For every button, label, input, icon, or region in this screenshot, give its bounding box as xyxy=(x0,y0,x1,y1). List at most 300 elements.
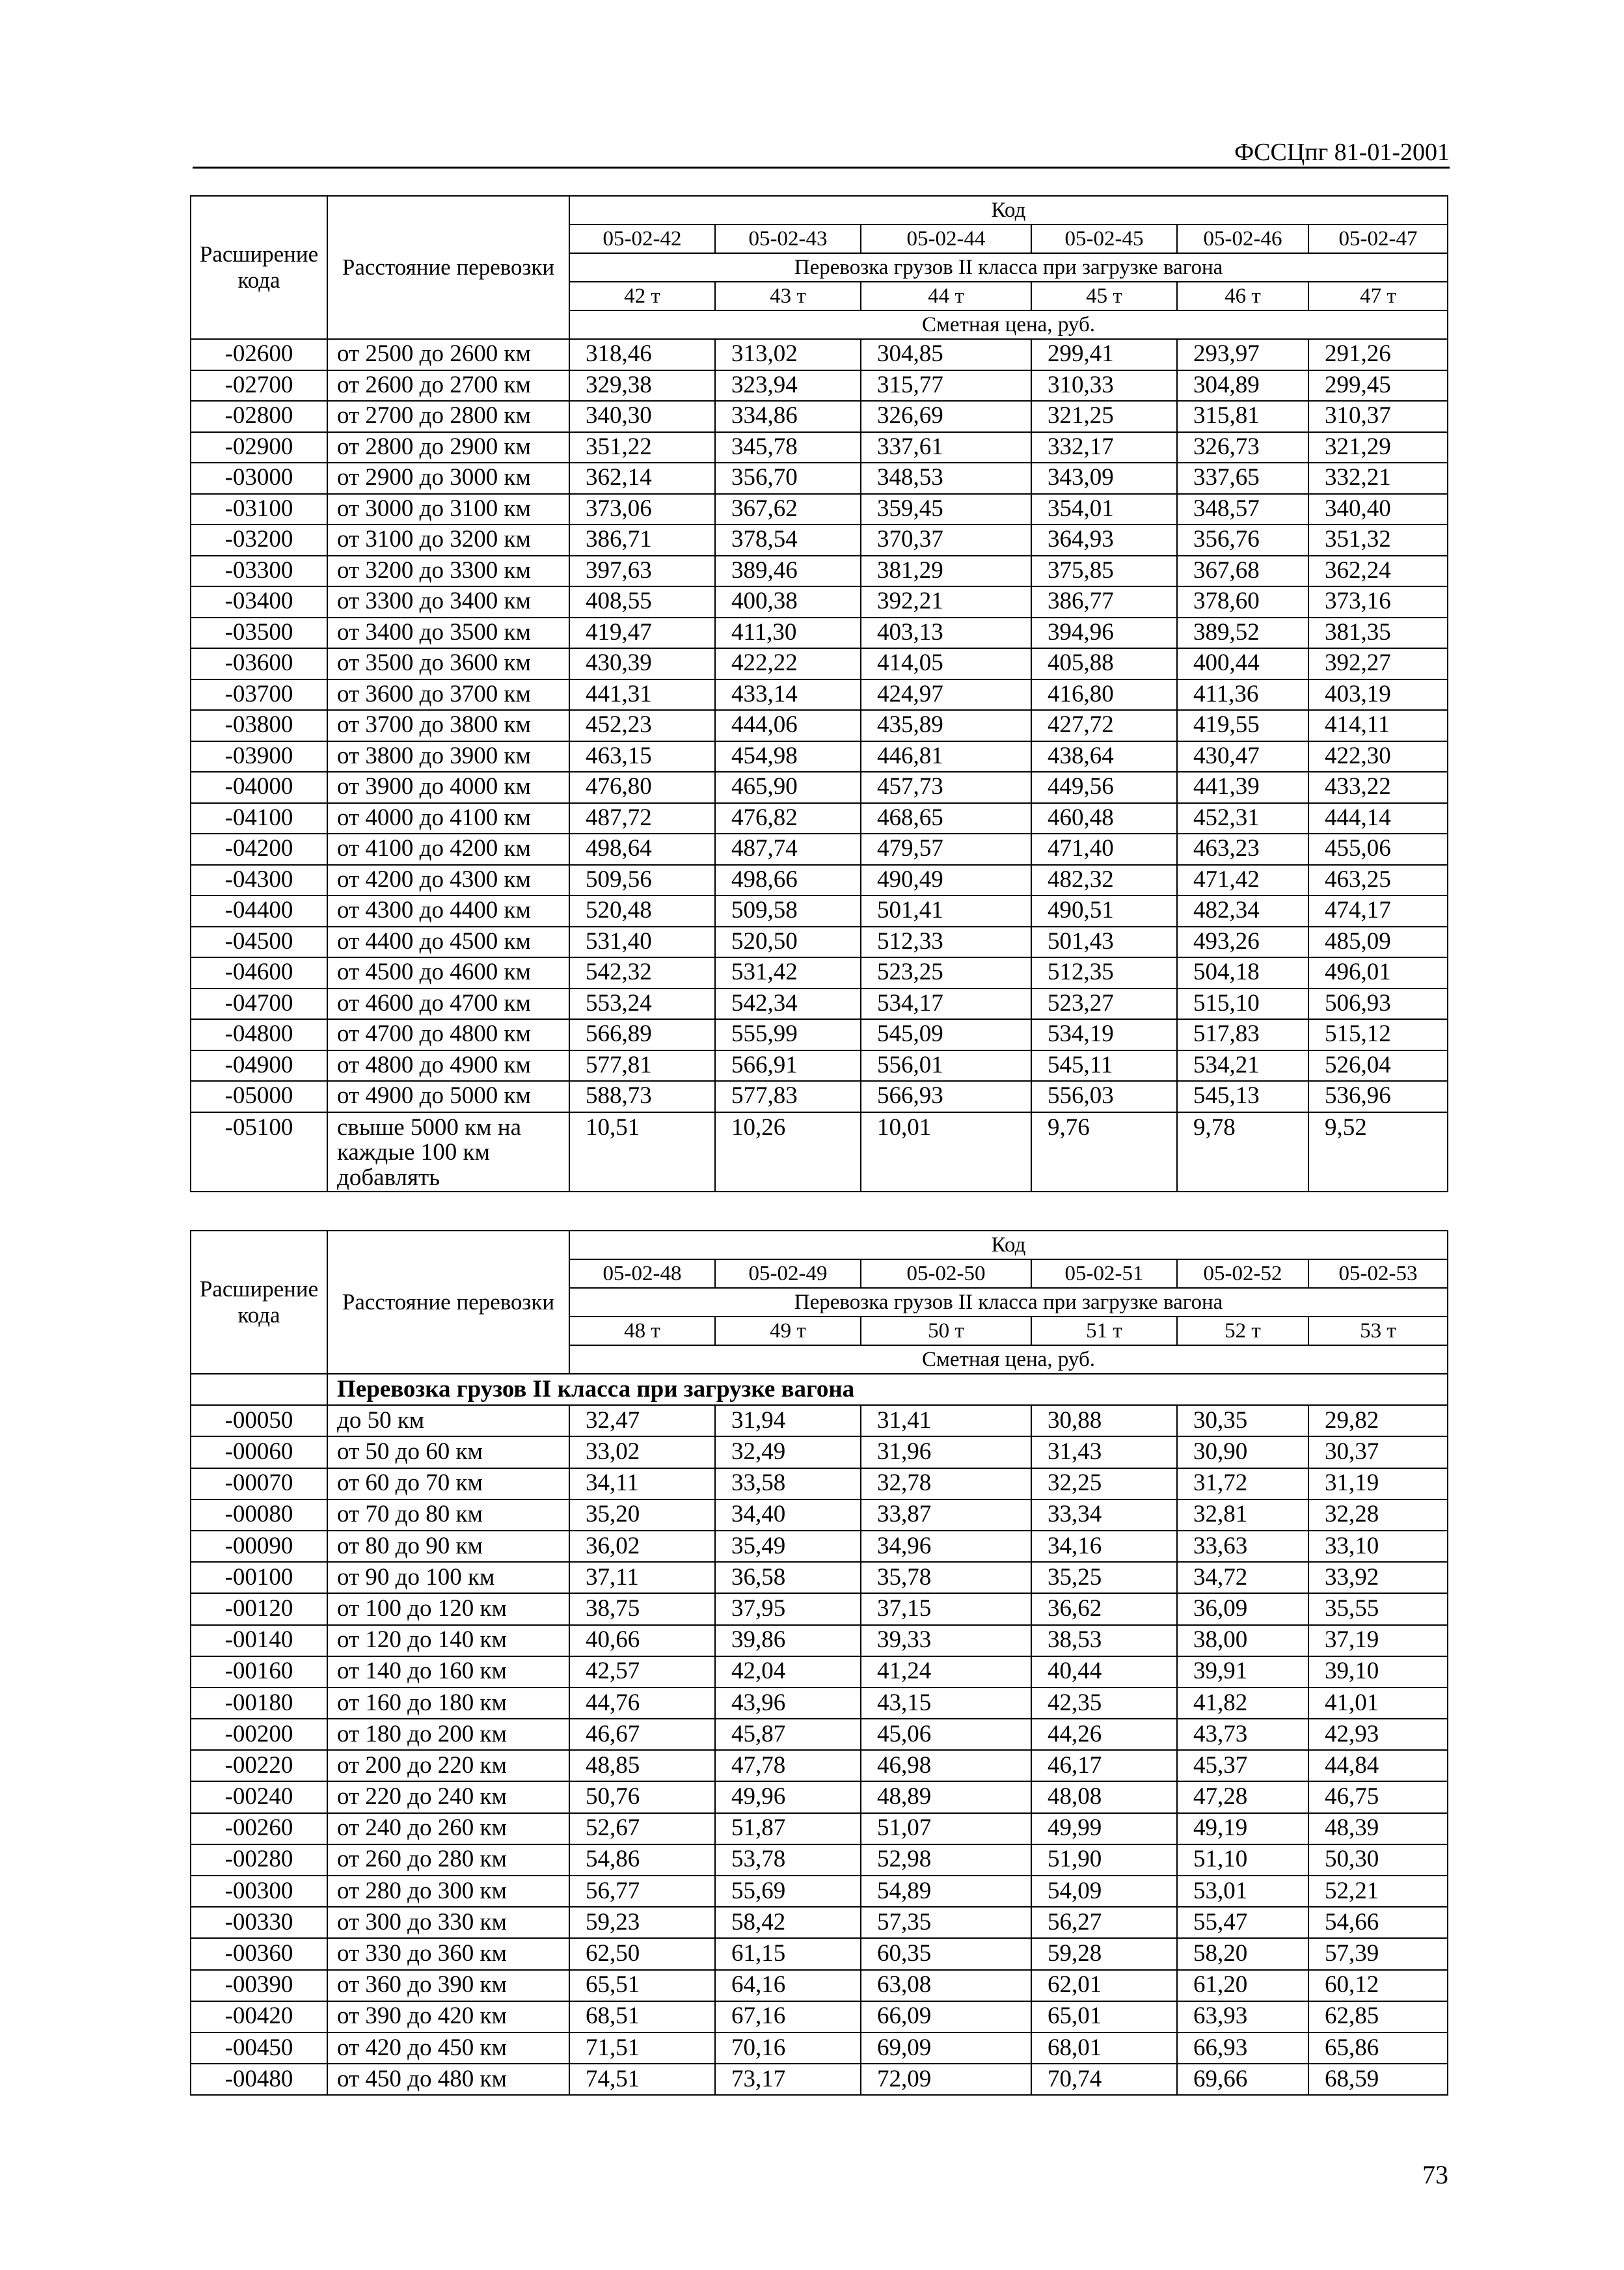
price-cell: 63,08 xyxy=(861,1970,1031,2001)
price-cell: 340,30 xyxy=(569,401,715,432)
distance-cell: от 3700 до 3800 км xyxy=(327,710,569,741)
price-cell: 454,98 xyxy=(715,741,861,773)
code-cell: -00160 xyxy=(191,1656,327,1688)
price-cell: 441,31 xyxy=(569,679,715,711)
price-cell: 70,16 xyxy=(715,2032,861,2064)
price-cell: 501,43 xyxy=(1031,927,1177,958)
transport-header: Перевозка грузов II класса при загрузке вагона xyxy=(569,1288,1448,1317)
price-cell: 41,24 xyxy=(861,1656,1031,1688)
price-cell: 31,94 xyxy=(715,1405,861,1436)
code-cell: -03400 xyxy=(191,586,327,618)
price-cell: 32,25 xyxy=(1031,1468,1177,1499)
code-cell: -04700 xyxy=(191,989,327,1020)
code-cell: -00140 xyxy=(191,1625,327,1656)
code-header: 05-02-48 xyxy=(569,1259,715,1288)
price-cell: 34,96 xyxy=(861,1531,1031,1562)
price-cell: 44,76 xyxy=(569,1688,715,1719)
price-cell: 54,66 xyxy=(1308,1907,1448,1938)
price-cell: 490,51 xyxy=(1031,896,1177,927)
price-cell: 479,57 xyxy=(861,834,1031,865)
price-cell: 310,37 xyxy=(1308,401,1448,432)
price-cell: 31,43 xyxy=(1031,1436,1177,1468)
price-cell: 441,39 xyxy=(1177,772,1308,803)
price-cell: 35,78 xyxy=(861,1562,1031,1593)
code-cell: -03900 xyxy=(191,741,327,773)
distance-cell: от 80 до 90 км xyxy=(327,1531,569,1562)
price-cell: 68,01 xyxy=(1031,2032,1177,2064)
price-cell: 430,39 xyxy=(569,648,715,679)
price-cell: 457,73 xyxy=(861,772,1031,803)
distance-cell: от 70 до 80 км xyxy=(327,1499,569,1531)
price-cell: 9,78 xyxy=(1177,1112,1308,1192)
price-cell: 299,41 xyxy=(1031,339,1177,370)
price-cell: 32,28 xyxy=(1308,1499,1448,1531)
price-cell: 68,59 xyxy=(1308,2064,1448,2095)
price-cell: 430,47 xyxy=(1177,741,1308,773)
price-cell: 51,90 xyxy=(1031,1844,1177,1876)
price-cell: 61,20 xyxy=(1177,1970,1308,2001)
table-row xyxy=(191,1688,1448,1719)
code-cell: -04600 xyxy=(191,957,327,989)
price-cell: 64,16 xyxy=(715,1970,861,2001)
price-cell: 42,93 xyxy=(1308,1719,1448,1750)
table-row xyxy=(191,370,1448,402)
price-cell: 523,25 xyxy=(861,957,1031,989)
price-cell: 33,58 xyxy=(715,1468,861,1499)
table-row xyxy=(191,1081,1448,1112)
table-row xyxy=(191,957,1448,989)
table-row xyxy=(191,772,1448,803)
table-row xyxy=(191,648,1448,679)
price-cell: 66,93 xyxy=(1177,2032,1308,2064)
price-cell: 408,55 xyxy=(569,586,715,618)
table-row xyxy=(191,339,1448,370)
code-header: 05-02-45 xyxy=(1031,225,1177,253)
price-cell: 58,20 xyxy=(1177,1938,1308,1969)
code-header: 05-02-47 xyxy=(1308,225,1448,253)
header-rule xyxy=(193,167,1450,169)
price-cell: 433,22 xyxy=(1308,772,1448,803)
code-cell: -04200 xyxy=(191,834,327,865)
price-cell: 42,35 xyxy=(1031,1688,1177,1719)
price-cell: 566,93 xyxy=(861,1081,1031,1112)
price-cell: 476,82 xyxy=(715,803,861,834)
price-cell: 10,26 xyxy=(715,1112,861,1192)
distance-cell: от 140 до 160 км xyxy=(327,1656,569,1688)
table-row xyxy=(191,618,1448,649)
table-row xyxy=(191,1719,1448,1750)
table-row xyxy=(191,1844,1448,1876)
table-row xyxy=(191,401,1448,432)
price-cell: 34,40 xyxy=(715,1499,861,1531)
price-cell: 46,75 xyxy=(1308,1781,1448,1812)
table-row xyxy=(191,1405,1448,1436)
price-cell: 515,12 xyxy=(1308,1019,1448,1050)
price-cell: 38,53 xyxy=(1031,1625,1177,1656)
price-cell: 49,96 xyxy=(715,1781,861,1812)
price-cell: 389,46 xyxy=(715,556,861,587)
price-cell: 468,65 xyxy=(861,803,1031,834)
price-cell: 50,30 xyxy=(1308,1844,1448,1876)
price-cell: 38,00 xyxy=(1177,1625,1308,1656)
price-cell: 427,72 xyxy=(1031,710,1177,741)
load-header: 45 т xyxy=(1031,282,1177,310)
price-cell: 416,80 xyxy=(1031,679,1177,711)
price-cell: 44,84 xyxy=(1308,1750,1448,1781)
price-cell: 313,02 xyxy=(715,339,861,370)
price-cell: 30,37 xyxy=(1308,1436,1448,1468)
price-cell: 29,82 xyxy=(1308,1405,1448,1436)
distance-header: Расстояние перевозки xyxy=(327,1231,569,1374)
price-cell: 35,25 xyxy=(1031,1562,1177,1593)
distance-cell: от 2600 до 2700 км xyxy=(327,370,569,402)
distance-cell: от 3200 до 3300 км xyxy=(327,556,569,587)
distance-cell: от 330 до 360 км xyxy=(327,1938,569,1969)
distance-cell: от 4300 до 4400 км xyxy=(327,896,569,927)
distance-cell: от 180 до 200 км xyxy=(327,1719,569,1750)
price-cell: 50,76 xyxy=(569,1781,715,1812)
distance-cell: от 90 до 100 км xyxy=(327,1562,569,1593)
code-cell: -05000 xyxy=(191,1081,327,1112)
price-cell: 42,57 xyxy=(569,1656,715,1688)
price-cell: 465,90 xyxy=(715,772,861,803)
price-cell: 33,87 xyxy=(861,1499,1031,1531)
price-cell: 449,56 xyxy=(1031,772,1177,803)
price-cell: 326,69 xyxy=(861,401,1031,432)
price-cell: 474,17 xyxy=(1308,896,1448,927)
price-cell: 9,76 xyxy=(1031,1112,1177,1192)
table-row xyxy=(191,896,1448,927)
price-cell: 38,75 xyxy=(569,1593,715,1624)
price-cell: 490,49 xyxy=(861,865,1031,896)
code-cell: -05100 xyxy=(191,1112,327,1192)
distance-cell: от 4500 до 4600 км xyxy=(327,957,569,989)
table-row xyxy=(191,927,1448,958)
price-cell: 48,39 xyxy=(1308,1813,1448,1844)
price-cell: 46,17 xyxy=(1031,1750,1177,1781)
load-header: 53 т xyxy=(1308,1317,1448,1345)
price-cell: 509,56 xyxy=(569,865,715,896)
distance-cell: от 4600 до 4700 км xyxy=(327,989,569,1020)
table-row xyxy=(191,494,1448,525)
price-cell: 577,83 xyxy=(715,1081,861,1112)
price-cell: 30,88 xyxy=(1031,1405,1177,1436)
price-cell: 394,96 xyxy=(1031,618,1177,649)
price-cell: 60,12 xyxy=(1308,1970,1448,2001)
rate-table-1 xyxy=(190,195,1448,1192)
price-cell: 33,92 xyxy=(1308,1562,1448,1593)
code-cell: -02600 xyxy=(191,339,327,370)
price-cell: 69,09 xyxy=(861,2032,1031,2064)
code-cell: -00450 xyxy=(191,2032,327,2064)
code-cell: -00090 xyxy=(191,1531,327,1562)
load-header: 46 т xyxy=(1177,282,1308,310)
price-cell: 482,32 xyxy=(1031,865,1177,896)
code-cell: -00060 xyxy=(191,1436,327,1468)
price-cell: 37,95 xyxy=(715,1593,861,1624)
price-cell: 542,32 xyxy=(569,957,715,989)
table-row xyxy=(191,463,1448,494)
price-cell: 46,98 xyxy=(861,1750,1031,1781)
price-cell: 37,15 xyxy=(861,1593,1031,1624)
price-cell: 444,14 xyxy=(1308,803,1448,834)
code-cell: -04900 xyxy=(191,1050,327,1082)
price-cell: 32,47 xyxy=(569,1405,715,1436)
price-cell: 59,28 xyxy=(1031,1938,1177,1969)
table-row xyxy=(191,834,1448,865)
price-cell: 40,44 xyxy=(1031,1656,1177,1688)
code-cell: -00480 xyxy=(191,2064,327,2095)
table-row xyxy=(191,1970,1448,2001)
price-cell: 40,66 xyxy=(569,1625,715,1656)
price-cell: 364,93 xyxy=(1031,525,1177,556)
code-header: 05-02-52 xyxy=(1177,1259,1308,1288)
price-cell: 323,94 xyxy=(715,370,861,402)
price-cell: 471,40 xyxy=(1031,834,1177,865)
price-cell: 520,50 xyxy=(715,927,861,958)
price-cell: 332,17 xyxy=(1031,432,1177,463)
price-cell: 463,25 xyxy=(1308,865,1448,896)
price-cell: 65,86 xyxy=(1308,2032,1448,2064)
code-ext-header: Расширение кода xyxy=(191,1231,327,1374)
price-cell: 403,19 xyxy=(1308,679,1448,711)
code-header: 05-02-53 xyxy=(1308,1259,1448,1288)
price-cell: 51,87 xyxy=(715,1813,861,1844)
distance-cell: от 3000 до 3100 км xyxy=(327,494,569,525)
distance-cell: от 450 до 480 км xyxy=(327,2064,569,2095)
section-title: Перевозка грузов II класса при загрузке вагона xyxy=(327,1374,1448,1405)
distance-cell: от 420 до 450 км xyxy=(327,2032,569,2064)
code-cell: -00260 xyxy=(191,1813,327,1844)
price-cell: 70,74 xyxy=(1031,2064,1177,2095)
price-cell: 348,57 xyxy=(1177,494,1308,525)
price-cell: 39,10 xyxy=(1308,1656,1448,1688)
price-cell: 375,85 xyxy=(1031,556,1177,587)
table-row xyxy=(191,1499,1448,1531)
price-cell: 31,19 xyxy=(1308,1468,1448,1499)
price-header: Сметная цена, руб. xyxy=(569,310,1448,339)
price-cell: 35,55 xyxy=(1308,1593,1448,1624)
price-cell: 48,89 xyxy=(861,1781,1031,1812)
price-cell: 367,62 xyxy=(715,494,861,525)
price-cell: 68,51 xyxy=(569,2001,715,2032)
code-cell: -00300 xyxy=(191,1876,327,1907)
table-row xyxy=(191,1625,1448,1656)
price-header: Сметная цена, руб. xyxy=(569,1345,1448,1374)
price-cell: 48,85 xyxy=(569,1750,715,1781)
distance-cell: от 300 до 330 км xyxy=(327,1907,569,1938)
price-cell: 370,37 xyxy=(861,525,1031,556)
price-cell: 419,55 xyxy=(1177,710,1308,741)
table-row xyxy=(191,586,1448,618)
price-cell: 43,73 xyxy=(1177,1719,1308,1750)
code-cell: -00220 xyxy=(191,1750,327,1781)
distance-cell: от 2900 до 3000 км xyxy=(327,463,569,494)
price-cell: 66,09 xyxy=(861,2001,1031,2032)
price-cell: 61,15 xyxy=(715,1938,861,1969)
price-cell: 496,01 xyxy=(1308,957,1448,989)
price-cell: 32,81 xyxy=(1177,1499,1308,1531)
price-cell: 65,51 xyxy=(569,1970,715,2001)
price-cell: 482,34 xyxy=(1177,896,1308,927)
price-cell: 65,01 xyxy=(1031,2001,1177,2032)
table-row xyxy=(191,803,1448,834)
price-cell: 397,63 xyxy=(569,556,715,587)
price-cell: 30,35 xyxy=(1177,1405,1308,1436)
code-cell: -00330 xyxy=(191,1907,327,1938)
code-cell: -04100 xyxy=(191,803,327,834)
price-cell: 62,50 xyxy=(569,1938,715,1969)
distance-cell: от 200 до 220 км xyxy=(327,1750,569,1781)
table-row xyxy=(191,556,1448,587)
price-cell: 58,42 xyxy=(715,1907,861,1938)
price-cell: 74,51 xyxy=(569,2064,715,2095)
price-cell: 71,51 xyxy=(569,2032,715,2064)
code-cell: -03500 xyxy=(191,618,327,649)
price-cell: 55,69 xyxy=(715,1876,861,1907)
price-cell: 30,90 xyxy=(1177,1436,1308,1468)
price-cell: 577,81 xyxy=(569,1050,715,1082)
table-row xyxy=(191,2032,1448,2064)
price-cell: 446,81 xyxy=(861,741,1031,773)
price-cell: 419,47 xyxy=(569,618,715,649)
table-row xyxy=(191,1876,1448,1907)
price-cell: 487,74 xyxy=(715,834,861,865)
price-cell: 35,49 xyxy=(715,1531,861,1562)
price-cell: 485,09 xyxy=(1308,927,1448,958)
code-group-header: Код xyxy=(569,196,1448,225)
code-cell: -00360 xyxy=(191,1938,327,1969)
price-cell: 291,26 xyxy=(1308,339,1448,370)
price-cell: 534,21 xyxy=(1177,1050,1308,1082)
code-cell: -03300 xyxy=(191,556,327,587)
price-cell: 463,15 xyxy=(569,741,715,773)
document-code: ФССЦпг 81-01-2001 xyxy=(1234,139,1450,166)
price-cell: 340,40 xyxy=(1308,494,1448,525)
distance-cell: от 3300 до 3400 км xyxy=(327,586,569,618)
code-cell: -00420 xyxy=(191,2001,327,2032)
price-cell: 545,13 xyxy=(1177,1081,1308,1112)
distance-cell: от 100 до 120 км xyxy=(327,1593,569,1624)
price-cell: 498,66 xyxy=(715,865,861,896)
distance-cell: от 3800 до 3900 км xyxy=(327,741,569,773)
code-cell: -00100 xyxy=(191,1562,327,1593)
price-cell: 566,91 xyxy=(715,1050,861,1082)
table-row xyxy=(191,1593,1448,1624)
distance-cell: от 280 до 300 км xyxy=(327,1876,569,1907)
code-cell: -02800 xyxy=(191,401,327,432)
price-cell: 531,42 xyxy=(715,957,861,989)
table-row xyxy=(191,1112,1448,1192)
price-cell: 337,61 xyxy=(861,432,1031,463)
price-cell: 33,10 xyxy=(1308,1531,1448,1562)
table-row xyxy=(191,1750,1448,1781)
price-cell: 54,86 xyxy=(569,1844,715,1876)
price-cell: 523,27 xyxy=(1031,989,1177,1020)
price-cell: 354,01 xyxy=(1031,494,1177,525)
price-cell: 433,14 xyxy=(715,679,861,711)
price-cell: 31,96 xyxy=(861,1436,1031,1468)
code-cell: -04400 xyxy=(191,896,327,927)
price-cell: 36,09 xyxy=(1177,1593,1308,1624)
price-cell: 36,02 xyxy=(569,1531,715,1562)
price-cell: 57,35 xyxy=(861,1907,1031,1938)
table-row xyxy=(191,1656,1448,1688)
code-cell: -04500 xyxy=(191,927,327,958)
distance-cell: от 2800 до 2900 км xyxy=(327,432,569,463)
code-cell: -03000 xyxy=(191,463,327,494)
distance-cell: от 60 до 70 км xyxy=(327,1468,569,1499)
table-row xyxy=(191,525,1448,556)
code-header: 05-02-42 xyxy=(569,225,715,253)
code-cell: -00050 xyxy=(191,1405,327,1436)
price-cell: 72,09 xyxy=(861,2064,1031,2095)
price-cell: 32,49 xyxy=(715,1436,861,1468)
price-cell: 35,20 xyxy=(569,1499,715,1531)
distance-cell: от 4900 до 5000 км xyxy=(327,1081,569,1112)
price-cell: 31,72 xyxy=(1177,1468,1308,1499)
code-cell: -00240 xyxy=(191,1781,327,1812)
price-cell: 531,40 xyxy=(569,927,715,958)
price-cell: 435,89 xyxy=(861,710,1031,741)
distance-cell: до 50 км xyxy=(327,1405,569,1436)
distance-cell: от 3400 до 3500 км xyxy=(327,618,569,649)
table-row xyxy=(191,1813,1448,1844)
price-cell: 588,73 xyxy=(569,1081,715,1112)
distance-header: Расстояние перевозки xyxy=(327,196,569,339)
code-header: 05-02-50 xyxy=(861,1259,1031,1288)
table-row xyxy=(191,2001,1448,2032)
distance-cell: от 3100 до 3200 км xyxy=(327,525,569,556)
price-cell: 337,65 xyxy=(1177,463,1308,494)
load-header: 52 т xyxy=(1177,1317,1308,1345)
price-cell: 43,15 xyxy=(861,1688,1031,1719)
transport-header: Перевозка грузов II класса при загрузке вагона xyxy=(569,253,1448,282)
distance-cell: от 120 до 140 км xyxy=(327,1625,569,1656)
distance-cell: от 2500 до 2600 км xyxy=(327,339,569,370)
price-cell: 422,30 xyxy=(1308,741,1448,773)
table-row xyxy=(191,1436,1448,1468)
price-cell: 329,38 xyxy=(569,370,715,402)
price-cell: 34,11 xyxy=(569,1468,715,1499)
price-cell: 378,60 xyxy=(1177,586,1308,618)
price-cell: 509,58 xyxy=(715,896,861,927)
price-cell: 62,85 xyxy=(1308,2001,1448,2032)
code-header: 05-02-44 xyxy=(861,225,1031,253)
price-cell: 545,09 xyxy=(861,1019,1031,1050)
price-cell: 304,89 xyxy=(1177,370,1308,402)
table-row xyxy=(191,1938,1448,1969)
price-cell: 359,45 xyxy=(861,494,1031,525)
price-cell: 48,08 xyxy=(1031,1781,1177,1812)
section-row xyxy=(191,1374,1448,1405)
price-cell: 517,83 xyxy=(1177,1019,1308,1050)
price-cell: 52,98 xyxy=(861,1844,1031,1876)
table-row xyxy=(191,1468,1448,1499)
price-cell: 318,46 xyxy=(569,339,715,370)
price-cell: 343,09 xyxy=(1031,463,1177,494)
price-cell: 315,77 xyxy=(861,370,1031,402)
distance-cell: от 2700 до 2800 км xyxy=(327,401,569,432)
price-cell: 53,78 xyxy=(715,1844,861,1876)
code-header: 05-02-46 xyxy=(1177,225,1308,253)
code-cell: -03200 xyxy=(191,525,327,556)
price-cell: 504,18 xyxy=(1177,957,1308,989)
distance-cell: от 360 до 390 км xyxy=(327,1970,569,2001)
price-cell: 57,39 xyxy=(1308,1938,1448,1969)
price-cell: 63,93 xyxy=(1177,2001,1308,2032)
price-cell: 403,13 xyxy=(861,618,1031,649)
